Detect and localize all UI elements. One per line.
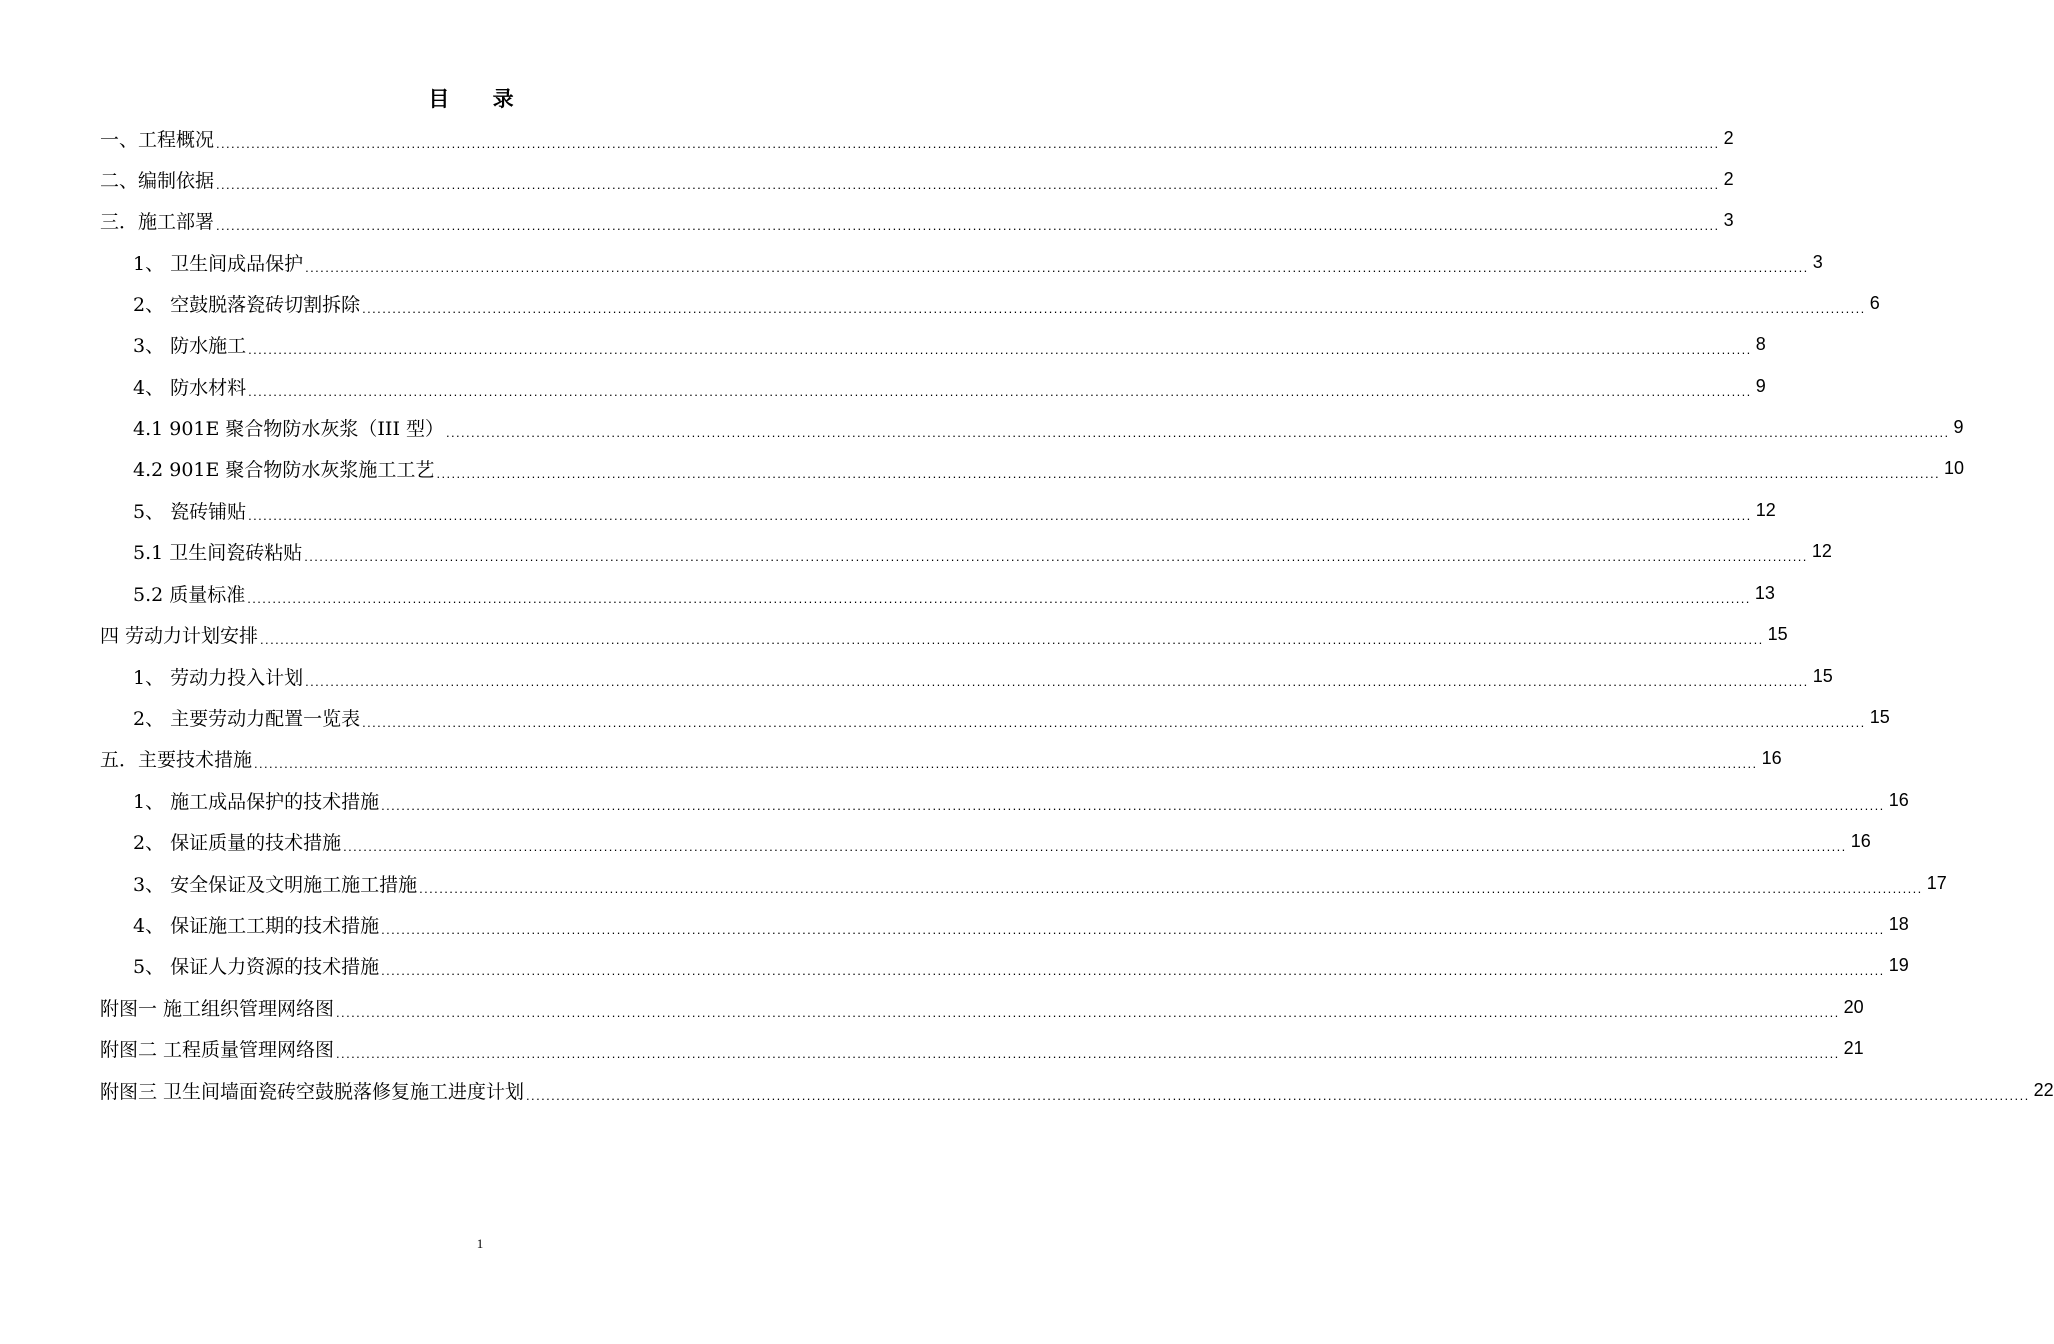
toc-entry[interactable]	[133, 490, 1776, 531]
toc-leader-dots: ............................................................................................................................................................................................................................................................................................................	[436, 466, 1940, 481]
toc-entry[interactable]	[133, 904, 1909, 945]
toc-entry-page: 9	[1755, 376, 1766, 396]
toc-entry-label: 4、 保证施工工期的技术措施	[133, 915, 380, 937]
toc-entry-label: 附图三 卫生间墙面瓷砖空鼓脱落修复施工进度计划	[100, 1081, 525, 1103]
toc-entry[interactable]	[133, 821, 1871, 862]
page-number: 1	[476, 1236, 484, 1251]
toc-entry-label: 一、工程概况	[100, 129, 215, 151]
toc-leader-dots: ............................................................................................................................................................................................................................................................................................................	[381, 963, 1885, 978]
toc-entry[interactable]	[100, 159, 1734, 200]
toc-entry[interactable]	[133, 366, 1766, 407]
toc-entry-label: 3、 防水施工	[133, 335, 247, 357]
toc-entry[interactable]	[133, 448, 1965, 489]
toc-leader-dots: ............................................................................................................................................................................................................................................................................................................	[247, 591, 1751, 606]
toc-entry-label: 附图二 工程质量管理网络图	[100, 1039, 335, 1061]
toc-entry-page: 20	[1843, 997, 1864, 1017]
toc-entry[interactable]	[100, 200, 1734, 241]
toc-leader-dots: ............................................................................................................................................................................................................................................................................................................	[526, 1088, 2030, 1103]
toc-leader-dots: ............................................................................................................................................................................................................................................................................................................	[254, 756, 1758, 771]
toc-entry[interactable]	[133, 242, 1823, 283]
toc-entry-label: 2、 保证质量的技术措施	[133, 832, 342, 854]
toc-leader-dots: ............................................................................................................................................................................................................................................................................................................	[248, 342, 1752, 357]
toc-entry-label: 五．主要技术措施	[100, 749, 253, 771]
toc-leader-dots: ............................................................................................................................................................................................................................................................................................................	[336, 1005, 1840, 1020]
toc-entry-page: 16	[1850, 831, 1871, 851]
toc-entry[interactable]	[133, 531, 1832, 572]
toc-leader-dots: ............................................................................................................................................................................................................................................................................................................	[248, 384, 1752, 399]
toc-entry-page: 12	[1811, 541, 1832, 561]
toc-entry-page: 3	[1812, 252, 1823, 272]
toc-entry[interactable]	[133, 573, 1775, 614]
toc-entry-page: 16	[1888, 790, 1909, 810]
toc-entry-page: 22	[2033, 1080, 2054, 1100]
toc-entry-label: 4.1 901E 聚合物防水灰浆（III 型）	[133, 418, 444, 440]
toc-entry-label: 2、 空鼓脱落瓷砖切割拆除	[133, 294, 361, 316]
toc-leader-dots: ............................................................................................................................................................................................................................................................................................................	[216, 218, 1720, 233]
toc-entry-page: 15	[1767, 624, 1788, 644]
toc-entry[interactable]	[133, 324, 1766, 365]
toc-entry-page: 15	[1812, 666, 1833, 686]
toc-entry-label: 1、 施工成品保护的技术措施	[133, 791, 380, 813]
toc-entry[interactable]	[133, 780, 1909, 821]
toc-entry[interactable]	[133, 656, 1833, 697]
toc-entry[interactable]	[133, 407, 1964, 448]
toc-leader-dots: ............................................................................................................................................................................................................................................................................................................	[336, 1046, 1840, 1061]
toc-leader-dots: ............................................................................................................................................................................................................................................................................................................	[216, 177, 1720, 192]
toc-entry-label: 二、编制依据	[100, 170, 215, 192]
toc-entry-label: 5.1 卫生间瓷砖粘贴	[133, 542, 303, 564]
toc-entry-label: 附图一 施工组织管理网络图	[100, 998, 335, 1020]
toc-leader-dots: ............................................................................................................................................................................................................................................................................................................	[381, 798, 1885, 813]
toc-entry-page: 12	[1755, 500, 1776, 520]
toc-entry-page: 18	[1888, 914, 1909, 934]
toc-leader-dots: ............................................................................................................................................................................................................................................................................................................	[304, 549, 1808, 564]
toc-entry[interactable]	[133, 945, 1909, 986]
toc-leader-dots: ............................................................................................................................................................................................................................................................................................................	[305, 260, 1809, 275]
toc-leader-dots: ............................................................................................................................................................................................................................................................................................................	[381, 922, 1885, 937]
toc-entry[interactable]	[100, 1070, 2054, 1111]
toc-entry-page: 21	[1843, 1038, 1864, 1058]
toc-entry-page: 3	[1723, 210, 1734, 230]
toc-entry-page: 10	[1943, 458, 1965, 478]
toc-entry[interactable]	[100, 1028, 1864, 1069]
page-title: 目 录	[428, 86, 532, 111]
toc-entry-page: 17	[1926, 873, 1947, 893]
toc-entry-page: 16	[1761, 748, 1782, 768]
toc-entry-label: 1、 卫生间成品保护	[133, 253, 304, 275]
toc-entry-page: 2	[1723, 128, 1734, 148]
toc-entry-label: 2、 主要劳动力配置一览表	[133, 708, 361, 730]
toc-entry[interactable]	[133, 283, 1880, 324]
toc-entry-label: 四 劳动力计划安排	[100, 625, 259, 647]
toc-entry-label: 4.2 901E 聚合物防水灰浆施工工艺	[133, 459, 435, 481]
toc-entry[interactable]	[133, 863, 1947, 904]
toc-entry-page: 6	[1869, 293, 1880, 313]
toc-leader-dots: ............................................................................................................................................................................................................................................................................................................	[362, 715, 1866, 730]
toc-leader-dots: ............................................................................................................................................................................................................................................................................................................	[216, 136, 1720, 151]
toc-leader-dots: ............................................................................................................................................................................................................................................................................................................	[260, 632, 1764, 647]
toc-entry-page: 8	[1755, 334, 1766, 354]
toc-entry[interactable]	[133, 697, 1890, 738]
toc-entry[interactable]	[100, 738, 1782, 779]
toc-entry-label: 5.2 质量标准	[133, 584, 246, 606]
toc-entry-page: 15	[1869, 707, 1890, 727]
toc-entry-label: 三．施工部署	[100, 211, 215, 233]
toc-entry-page: 19	[1888, 955, 1909, 975]
toc-entry-page: 9	[1953, 417, 1964, 437]
toc-leader-dots: ............................................................................................................................................................................................................................................................................................................	[446, 425, 1950, 440]
toc-leader-dots: ............................................................................................................................................................................................................................................................................................................	[248, 508, 1752, 523]
toc-entry-label: 5、 保证人力资源的技术措施	[133, 956, 380, 978]
toc-entry-page: 13	[1754, 583, 1775, 603]
toc-leader-dots: ............................................................................................................................................................................................................................................................................................................	[305, 674, 1809, 689]
toc-leader-dots: ............................................................................................................................................................................................................................................................................................................	[362, 301, 1866, 316]
toc-leader-dots: ............................................................................................................................................................................................................................................................................................................	[419, 881, 1923, 896]
toc-entry-label: 3、 安全保证及文明施工施工措施	[133, 874, 418, 896]
toc-entry[interactable]	[100, 118, 1734, 159]
toc-entry[interactable]	[100, 614, 1788, 655]
toc-leader-dots: ............................................................................................................................................................................................................................................................................................................	[343, 839, 1847, 854]
toc-entry-label: 4、 防水材料	[133, 377, 247, 399]
toc-entry-label: 5、 瓷砖铺贴	[133, 501, 247, 523]
toc-entry-label: 1、 劳动力投入计划	[133, 667, 304, 689]
toc-entry[interactable]	[100, 987, 1864, 1028]
toc-entry-page: 2	[1723, 169, 1734, 189]
